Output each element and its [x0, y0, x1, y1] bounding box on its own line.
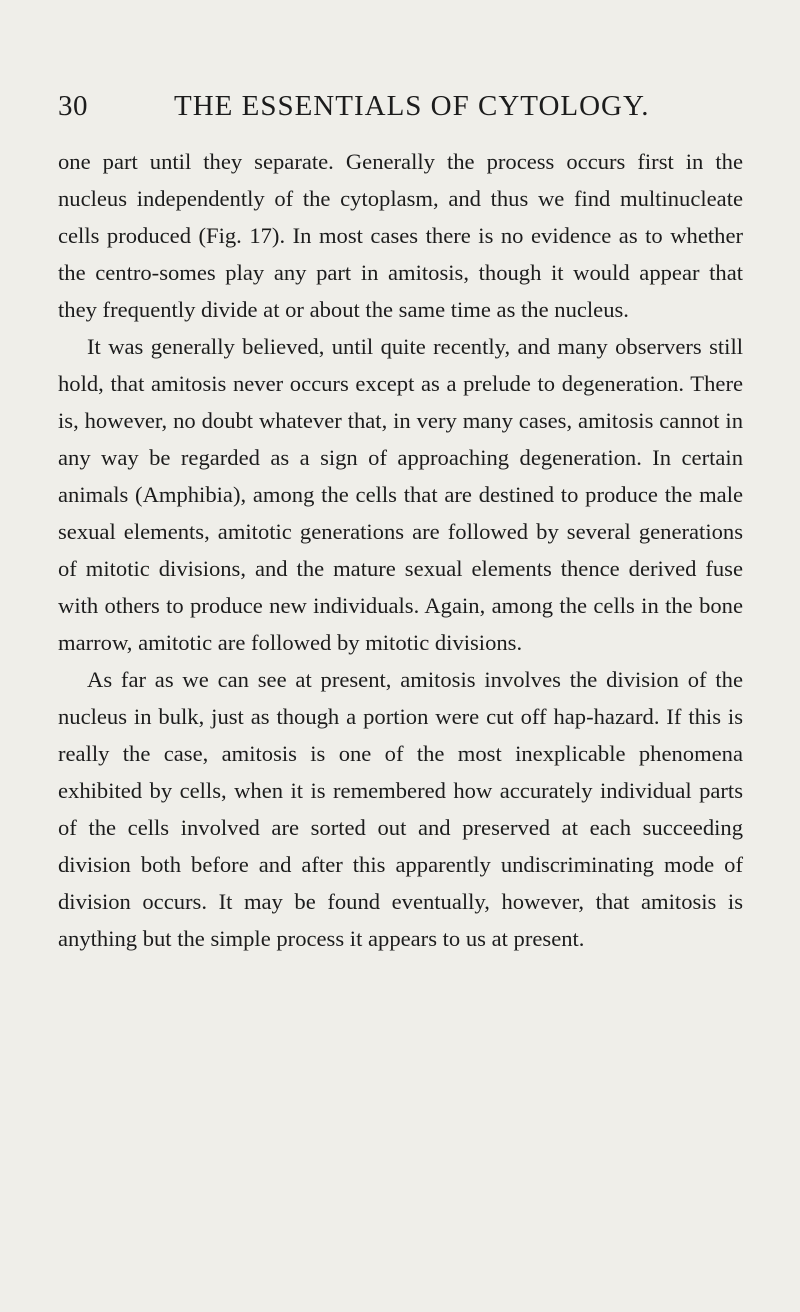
running-title: THE ESSENTIALS OF CYTOLOGY.: [174, 90, 650, 122]
paragraph-continuation: one part until they separate. Generally the process occurs first in the nucleus independently of the cytoplasm, and thus we find multinucleate cells produced (Fig. 17). In most cases there is no evidence as to whether the centro-somes play any part in amitosis, though it would appear that they frequently divide at or about the same time as the nucleus.: [58, 149, 743, 322]
page-number: 30: [58, 90, 88, 122]
book-page: [58, 86, 743, 957]
paragraph-amitosis-degeneration: It was generally believed, until quite recently, and many observers still hold, that amitosis never occurs except as a prelude to degeneration. There is, however, no doubt whatever that, in very many cases, amitosis cannot in any way be regarded as a sign of approaching degeneration. In certain animals (Amphibia), among the cells that are destined to produce the male sexual elements, amitotic generations are followed by several generations of mitotic divisions, and the mature sexual elements thence derived fuse with others to produce new individuals. Again, among the cells in the bone marrow, amitotic are followed by mitotic divisions.: [58, 334, 743, 655]
page-header: [58, 86, 743, 126]
body-text: [58, 143, 743, 957]
paragraph-amitosis-division: As far as we can see at present, amitosis involves the division of the nucleus in bulk, just as though a portion were cut off hap-hazard. If this is really the case, amitosis is one of the most inexplicable phenomena exhibited by cells, when it is remembered how accurately individual parts of the cells involved are sorted out and preserved at each succeeding division both before and after this apparently undiscriminating mode of division occurs. It may be found eventually, however, that amitosis is anything but the simple process it appears to us at present.: [58, 667, 743, 951]
